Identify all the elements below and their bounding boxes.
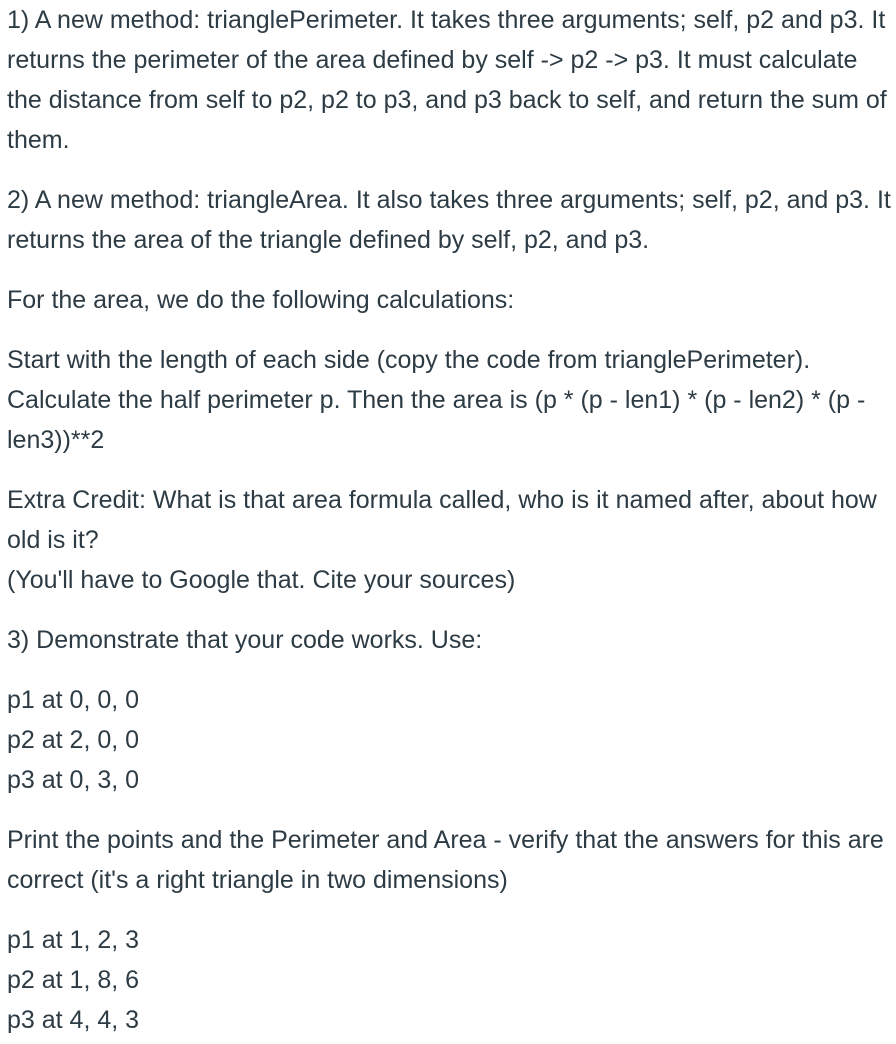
- paragraph-extra-credit: Extra Credit: What is that area formula called, who is it named after, about how old is it? (You'll have to Google that. Cite your sources): [7, 486, 877, 594]
- paragraph-demonstrate: 3) Demonstrate that your code works. Use:: [7, 626, 483, 654]
- paragraph-triangle-perimeter: 1) A new method: trianglePerimeter. It takes three arguments; self, p2 and p3. It returns the perimeter of the area defined by self -> p2 -> p3. It must calculate the distance from self to p2, p2 to p3, and p3 back to self, and return the sum of them.: [7, 6, 887, 154]
- assignment-text: [7, 0, 891, 1040]
- paragraph-area-intro: For the area, we do the following calculations:: [7, 286, 515, 314]
- paragraph-triangle-area: 2) A new method: triangleArea. It also takes three arguments; self, p2, and p3. It returns the area of the triangle defined by self, p2, and p3.: [7, 186, 891, 254]
- paragraph-print-verify: Print the points and the Perimeter and Area - verify that the answers for this are correct (it's a right triangle in two dimensions): [7, 826, 884, 894]
- points-set-two: p1 at 1, 2, 3 p2 at 1, 8, 6 p3 at 4, 4, 3: [7, 926, 140, 1034]
- paragraph-area-formula: Start with the length of each side (copy the code from trianglePerimeter). Calculate the half perimeter p. Then the area is (p * (p - len1) * (p - len2) * (p - len3))**2: [7, 346, 866, 454]
- points-set-one: p1 at 0, 0, 0 p2 at 2, 0, 0 p3 at 0, 3, 0: [7, 686, 140, 794]
